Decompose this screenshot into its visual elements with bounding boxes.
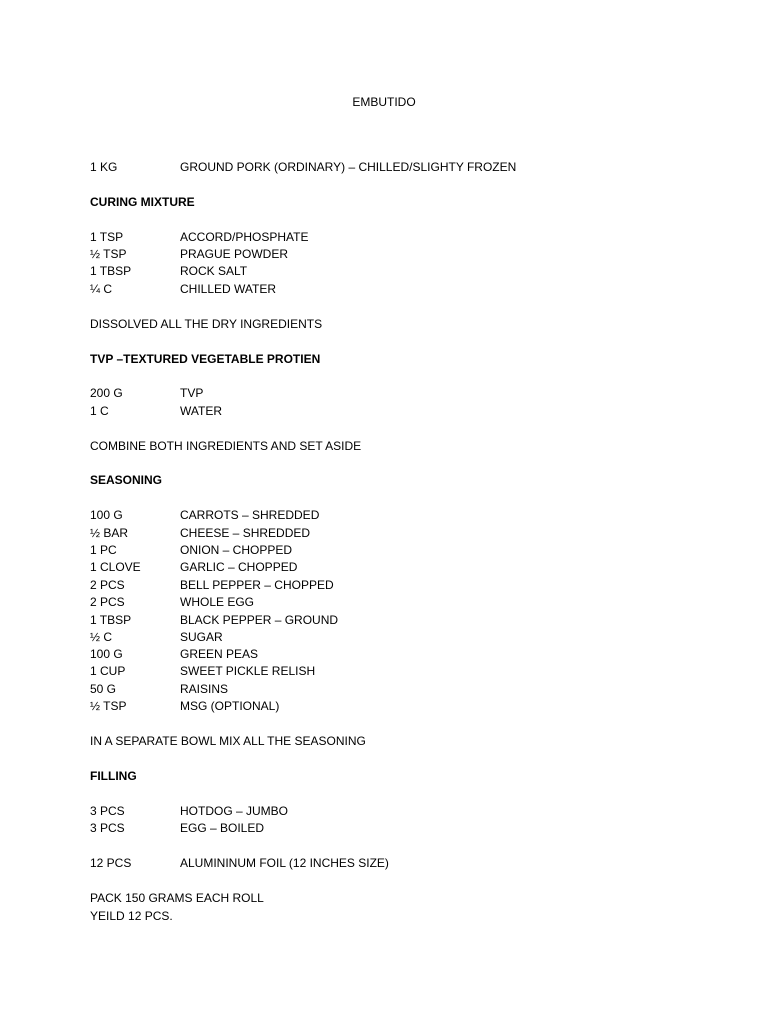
- ingredient-name: ACCORD/PHOSPHATE: [180, 230, 309, 244]
- instruction-note: COMBINE BOTH INGREDIENTS AND SET ASIDE: [90, 439, 362, 453]
- ingredient-name: GROUND PORK (ORDINARY) – CHILLED/SLIGHTY FROZEN: [180, 160, 517, 174]
- ingredient-name: GARLIC – CHOPPED: [180, 560, 298, 574]
- ingredient-name: CHEESE – SHREDDED: [180, 526, 311, 540]
- ingredient-name: SUGAR: [180, 630, 223, 644]
- ingredient-name: WHOLE EGG: [180, 595, 255, 609]
- ingredient-name: CHILLED WATER: [180, 282, 277, 296]
- section-heading-curing: CURING MIXTURE: [90, 195, 195, 209]
- section-heading-seasoning: SEASONING: [90, 473, 163, 487]
- ingredient-name: EGG – BOILED: [180, 821, 265, 835]
- ingredient-qty: ½ C: [90, 630, 113, 644]
- ingredient-name: ALUMININUM FOIL (12 INCHES SIZE): [180, 856, 389, 870]
- ingredient-name: CARROTS – SHREDDED: [180, 508, 320, 522]
- instruction-note: DISSOLVED ALL THE DRY INGREDIENTS: [90, 317, 323, 331]
- ingredient-qty: 1 C: [90, 404, 109, 418]
- ingredient-qty: 1 CUP: [90, 664, 126, 678]
- ingredient-qty: 3 PCS: [90, 821, 125, 835]
- ingredient-name: HOTDOG – JUMBO: [180, 804, 289, 818]
- instruction-note: IN A SEPARATE BOWL MIX ALL THE SEASONING: [90, 734, 366, 748]
- section-heading-filling: FILLING: [90, 769, 137, 783]
- ingredient-qty: 1 PC: [90, 543, 117, 557]
- ingredient-qty: 1 CLOVE: [90, 560, 141, 574]
- ingredient-name: RAISINS: [180, 682, 229, 696]
- pack-note: PACK 150 GRAMS EACH ROLL: [90, 891, 264, 905]
- ingredient-qty: ½ BAR: [90, 526, 129, 540]
- ingredient-name: ROCK SALT: [180, 264, 248, 278]
- recipe-title: EMBUTIDO: [352, 95, 416, 109]
- ingredient-name: ONION – CHOPPED: [180, 543, 293, 557]
- ingredient-name: BLACK PEPPER – GROUND: [180, 613, 339, 627]
- ingredient-qty: 200 G: [90, 386, 123, 400]
- ingredient-name: MSG (OPTIONAL): [180, 699, 280, 713]
- ingredient-name: TVP: [180, 386, 204, 400]
- ingredient-qty: 3 PCS: [90, 804, 125, 818]
- ingredient-name: SWEET PICKLE RELISH: [180, 664, 316, 678]
- ingredient-qty: 1 KG: [90, 160, 118, 174]
- ingredient-qty: ½ TSP: [90, 247, 127, 261]
- ingredient-qty: 2 PCS: [90, 578, 125, 592]
- ingredient-qty: 100 G: [90, 647, 123, 661]
- ingredient-name: PRAGUE POWDER: [180, 247, 289, 261]
- ingredient-qty: 12 PCS: [90, 856, 132, 870]
- ingredient-qty: ¼ C: [90, 282, 113, 296]
- ingredient-qty: ½ TSP: [90, 699, 127, 713]
- yield-note: YEILD 12 PCS.: [90, 909, 173, 923]
- ingredient-qty: 50 G: [90, 682, 117, 696]
- ingredient-name: WATER: [180, 404, 222, 418]
- ingredient-qty: 1 TBSP: [90, 264, 132, 278]
- section-heading-tvp: TVP –TEXTURED VEGETABLE PROTIEN: [90, 352, 321, 366]
- ingredient-qty: 2 PCS: [90, 595, 125, 609]
- ingredient-qty: 1 TBSP: [90, 613, 132, 627]
- ingredient-qty: 1 TSP: [90, 230, 124, 244]
- ingredient-name: BELL PEPPER – CHOPPED: [180, 578, 334, 592]
- ingredient-qty: 100 G: [90, 508, 123, 522]
- ingredient-name: GREEN PEAS: [180, 647, 259, 661]
